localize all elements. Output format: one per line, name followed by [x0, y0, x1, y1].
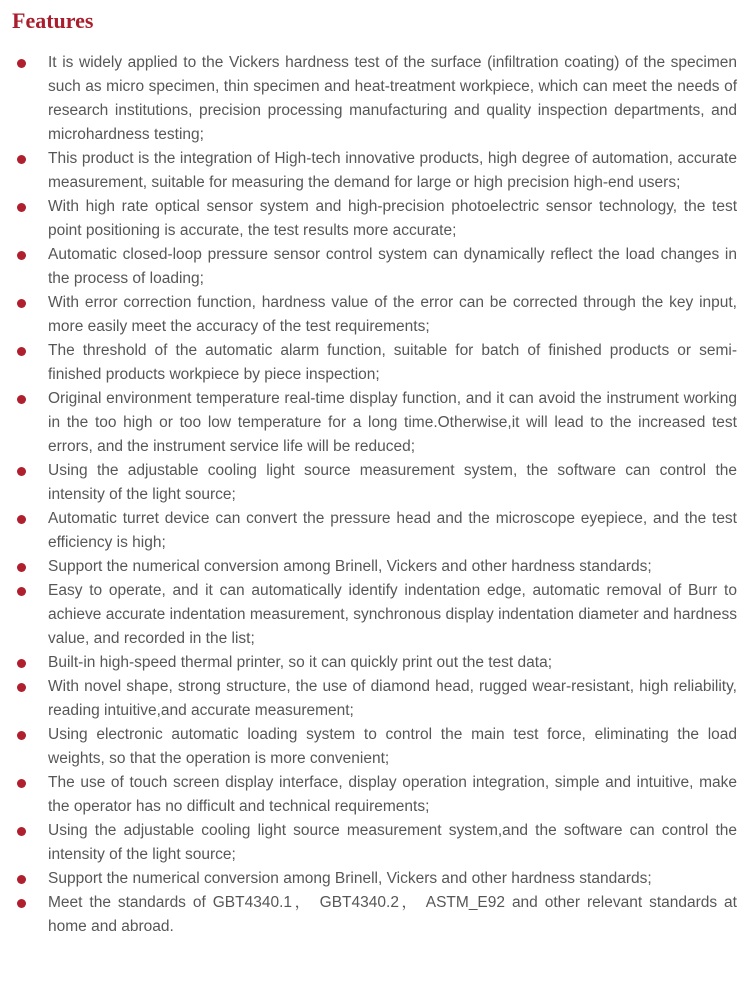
- feature-text: Original environment temperature real-time display function, and it can avoid the instrument working in the too high or too low temperature for a long time.Otherwise,it will lead to the increased test errors, and the instrument service life will be reduced;: [48, 390, 737, 455]
- feature-text: Automatic turret device can convert the pressure head and the microscope eyepiece, and the test efficiency is high;: [48, 510, 737, 551]
- page-title: Features: [12, 8, 94, 33]
- bullet-icon: [17, 683, 26, 692]
- bullet-icon: [17, 587, 26, 596]
- bullet-icon: [17, 731, 26, 740]
- list-item: [12, 555, 737, 579]
- list-item: [12, 51, 737, 147]
- bullet-icon: [17, 395, 26, 404]
- list-item: [12, 651, 737, 675]
- list-item: [12, 387, 737, 459]
- feature-text: Support the numerical conversion among Brinell, Vickers and other hardness standards;: [48, 558, 652, 575]
- feature-text: Automatic closed-loop pressure sensor control system can dynamically reflect the load changes in the process of loading;: [48, 246, 737, 287]
- feature-text: With novel shape, strong structure, the use of diamond head, rugged wear-resistant, high reliability, reading intuitive,and accurate measurement;: [48, 678, 737, 719]
- bullet-icon: [17, 203, 26, 212]
- list-item: [12, 771, 737, 819]
- bullet-icon: [17, 875, 26, 884]
- feature-text: Easy to operate, and it can automatically identify indentation edge, automatic removal of Burr to achieve accurate indentation measurement, synchronous display indentation diameter and hardness value, and recorded in the list;: [48, 582, 737, 647]
- list-item: [12, 195, 737, 243]
- bullet-icon: [17, 827, 26, 836]
- bullet-icon: [17, 155, 26, 164]
- feature-text: Support the numerical conversion among Brinell, Vickers and other hardness standards;: [48, 870, 652, 887]
- feature-text: With error correction function, hardness value of the error can be corrected through the key input, more easily meet the accuracy of the test requirements;: [48, 294, 737, 335]
- feature-text: It is widely applied to the Vickers hardness test of the surface (infiltration coating) of the specimen such as micro specimen, thin specimen and heat-treatment workpiece, which can meet the needs of research institutions, precision processing manufacturing and quality inspection departments, and microhardness testing;: [48, 54, 737, 143]
- feature-text: The threshold of the automatic alarm function, suitable for batch of finished products or semi-finished products workpiece by piece inspection;: [48, 342, 737, 383]
- feature-text: This product is the integration of High-tech innovative products, high degree of automation, accurate measurement, suitable for measuring the demand for large or high precision high-end users;: [48, 150, 737, 191]
- bullet-icon: [17, 299, 26, 308]
- list-item: [12, 243, 737, 291]
- list-item: [12, 675, 737, 723]
- bullet-icon: [17, 515, 26, 524]
- feature-text: Using electronic automatic loading system to control the main test force, eliminating the load weights, so that the operation is more convenient;: [48, 726, 737, 767]
- bullet-icon: [17, 563, 26, 572]
- bullet-icon: [17, 59, 26, 68]
- list-item: [12, 891, 737, 939]
- list-item: [12, 459, 737, 507]
- feature-text: With high rate optical sensor system and high-precision photoelectric sensor technology, the test point positioning is accurate, the test results more accurate;: [48, 198, 737, 239]
- list-item: [12, 291, 737, 339]
- bullet-icon: [17, 659, 26, 668]
- bullet-icon: [17, 467, 26, 476]
- feature-text: Built-in high-speed thermal printer, so it can quickly print out the test data;: [48, 654, 553, 671]
- feature-text: Using the adjustable cooling light source measurement system,and the software can control the intensity of the light source;: [48, 822, 737, 863]
- bullet-icon: [17, 347, 26, 356]
- list-item: [12, 723, 737, 771]
- bullet-icon: [17, 251, 26, 260]
- list-item: [12, 507, 737, 555]
- feature-text: Using the adjustable cooling light source measurement system, the software can control the intensity of the light source;: [48, 462, 737, 503]
- list-item: [12, 867, 737, 891]
- list-item: [12, 147, 737, 195]
- feature-text: Meet the standards of GBT4340.1， GBT4340.2， ASTM_E92 and other relevant standards at home and abroad.: [48, 894, 737, 935]
- bullet-icon: [17, 779, 26, 788]
- features-list: [12, 51, 737, 939]
- feature-text: The use of touch screen display interface, display operation integration, simple and intuitive, make the operator has no difficult and technical requirements;: [48, 774, 737, 815]
- bullet-icon: [17, 899, 26, 908]
- list-item: [12, 339, 737, 387]
- list-item: [12, 579, 737, 651]
- list-item: [12, 819, 737, 867]
